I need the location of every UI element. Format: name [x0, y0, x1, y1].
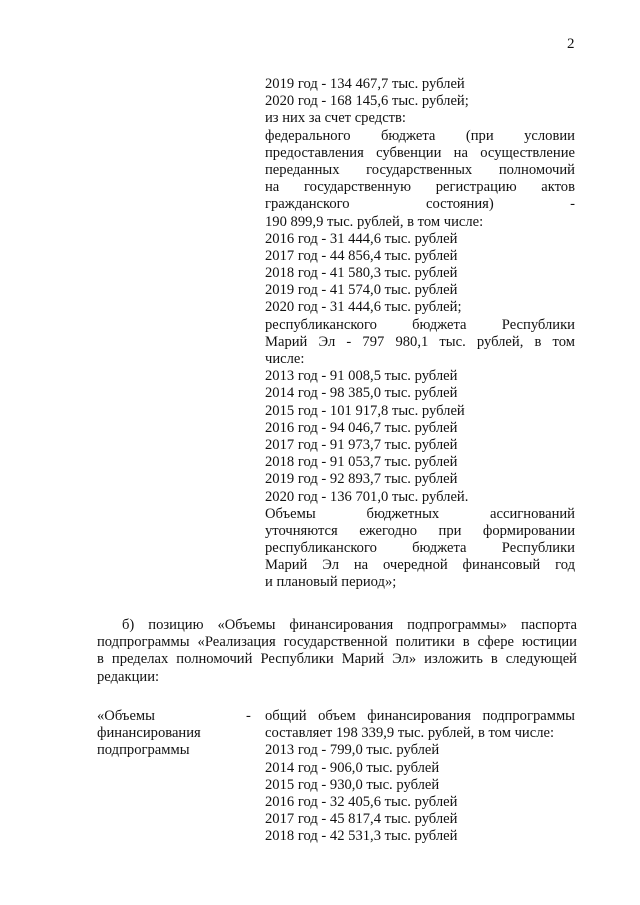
text-line: 2020 год - 168 145,6 тыс. рублей; [265, 93, 469, 110]
text-line: из них за счет средств: [265, 110, 406, 127]
text-line: 2020 год - 136 701,0 тыс. рублей. [265, 488, 469, 505]
text-line: 2016 год - 31 444,6 тыс. рублей [265, 230, 458, 247]
financing-label [97, 708, 257, 760]
text-line: 2013 год - 799,0 тыс. рублей [265, 742, 440, 759]
text-line: 2018 год - 91 053,7 тыс. рублей [265, 454, 458, 471]
text-line: 2020 год - 31 444,6 тыс. рублей; [265, 299, 462, 316]
text-line: Объемы бюджетных ассигнований [265, 505, 575, 522]
text-line: переданных государственных полномочий [265, 161, 575, 178]
text-line: 2015 год - 101 917,8 тыс. рублей [265, 402, 465, 419]
text-line: и плановый период»; [265, 574, 397, 591]
text-line: 2019 год - 41 574,0 тыс. рублей [265, 282, 458, 299]
text-line: 2019 год - 92 893,7 тыс. рублей [265, 471, 458, 488]
text-line: в пределах полномочий Республики Марий Эл» изложить в следующей [97, 651, 577, 668]
text-line: 2018 год - 41 580,3 тыс. рублей [265, 265, 458, 282]
text-line: 2016 год - 94 046,7 тыс. рублей [265, 419, 458, 436]
page-number: 2 [567, 36, 575, 52]
text-line: Марий Эл - 797 980,1 тыс. рублей, в том [265, 333, 575, 350]
text-line: 2018 год - 42 531,3 тыс. рублей [265, 828, 458, 845]
label-dash: - [246, 708, 251, 724]
text-line: уточняются ежегодно при формировании [265, 522, 575, 539]
text-line: Марий Эл на очередной финансовый год [265, 557, 575, 574]
text-line: числе: [265, 351, 305, 367]
label-line: подпрограммы [97, 742, 190, 759]
text-line: составляет 198 339,9 тыс. рублей, в том числе: [265, 725, 555, 742]
text-line: 2017 год - 91 973,7 тыс. рублей [265, 436, 458, 453]
text-line: 2013 год - 91 008,5 тыс. рублей [265, 368, 458, 385]
text-line: республиканского бюджета Республики [265, 540, 575, 557]
text-line: 2017 год - 44 856,4 тыс. рублей [265, 247, 458, 264]
amendment-paragraph [97, 617, 577, 686]
label-line: «Объемы [97, 708, 155, 724]
financing-details-top [265, 76, 575, 592]
text-line: 190 899,9 тыс. рублей, в том числе: [265, 213, 484, 230]
text-line: предоставления субвенции на осуществление [265, 144, 575, 161]
text-line: 2019 год - 134 467,7 тыс. рублей [265, 76, 465, 92]
text-line: гражданского состояния) - [265, 196, 575, 213]
text-line: общий объем финансирования подпрограммы [265, 708, 575, 724]
text-line: 2017 год - 45 817,4 тыс. рублей [265, 811, 458, 828]
text-line: 2015 год - 930,0 тыс. рублей [265, 776, 440, 793]
text-line: федерального бюджета (при условии [265, 127, 575, 144]
label-line: финансирования [97, 725, 201, 742]
text-line: 2016 год - 32 405,6 тыс. рублей [265, 793, 458, 810]
text-line: 2014 год - 98 385,0 тыс. рублей [265, 385, 458, 402]
text-line: 2014 год - 906,0 тыс. рублей [265, 759, 440, 776]
text-line: на государственную регистрацию актов [265, 179, 575, 196]
text-line: б) позицию «Объемы финансирования подпрограммы» паспорта [122, 617, 577, 633]
text-line: подпрограммы «Реализация государственной политики в сфере юстиции [97, 634, 577, 651]
text-line: редакции: [97, 668, 160, 685]
text-line: республиканского бюджета Республики [265, 316, 575, 333]
financing-details-bottom [265, 708, 575, 846]
